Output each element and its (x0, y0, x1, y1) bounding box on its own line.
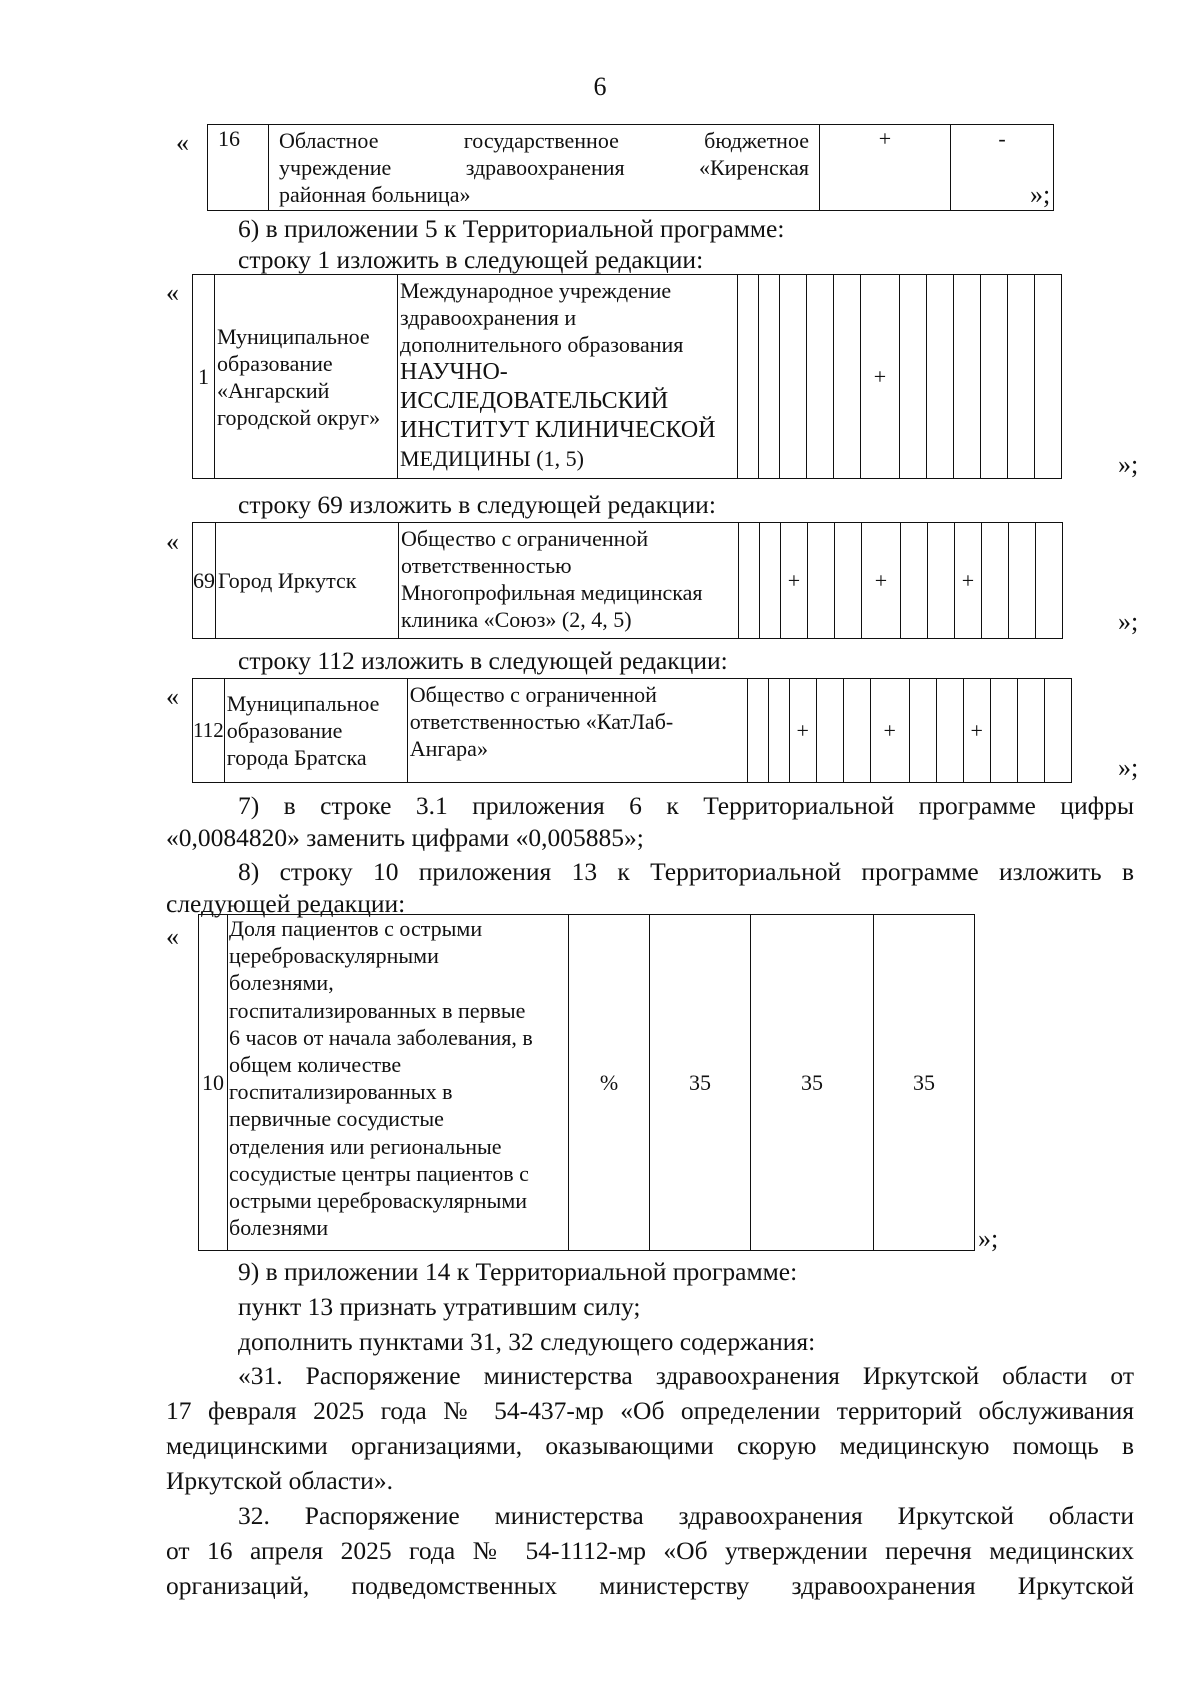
paragraph: медицинскими организациями, оказывающими скорую медицинскую помощь в (166, 1431, 1134, 1460)
mark-cell (768, 679, 789, 783)
page-number: 6 (593, 72, 607, 101)
mark-cell: + (963, 679, 990, 783)
mark-cell (808, 523, 835, 639)
mark-cell (1036, 523, 1063, 639)
paragraph: от 16 апреля 2025 года № 54-1112-мр «Об утверждении перечня медицинских (166, 1536, 1134, 1565)
mark-cell (807, 275, 834, 479)
indicator-line: 6 часов от начала заболевания, в (229, 1024, 533, 1050)
paragraph: Иркутской области». (166, 1466, 393, 1495)
mark-cell (780, 275, 807, 479)
paragraph: 17 февраля 2025 года № 54-437-мр «Об определении территорий обслуживания (166, 1396, 1134, 1425)
mark-cell (901, 523, 928, 639)
close-quote: »; (978, 1224, 999, 1253)
mark-cell (900, 275, 927, 479)
mark-cell (1009, 523, 1036, 639)
municipality (215, 275, 398, 479)
paragraph: пункт 13 признать утратившим силу; (238, 1292, 641, 1321)
open-quote: « (166, 527, 179, 556)
organization-name (269, 125, 820, 211)
open-quote: « (166, 922, 179, 951)
mark-cell (909, 679, 936, 783)
org-line: НАУЧНО- (400, 359, 508, 385)
indicator-line: первичные сосудистые (229, 1106, 444, 1132)
close-quote: »; (1030, 180, 1051, 209)
indicator-line: острыми цереброваскулярными (229, 1188, 528, 1214)
org-line: Общество с ограниченной (409, 682, 657, 707)
mark-cell (835, 523, 862, 639)
mark-cell: + (781, 523, 808, 639)
row-number: 112 (193, 679, 225, 783)
municipality-line: городской округ» (217, 404, 381, 430)
paragraph: строку 69 изложить в следующей редакции: (238, 490, 716, 519)
org-line: ИНСТИТУТ КЛИНИЧЕСКОЙ (400, 417, 716, 443)
mark-cell: + (820, 125, 951, 211)
mark-cell (747, 679, 768, 783)
table-row-69 (192, 522, 1063, 639)
mark-cell (1044, 679, 1071, 783)
open-quote: « (176, 128, 189, 157)
mark-cell (738, 275, 759, 479)
org-line: МЕДИЦИНЫ (1, 5) (400, 446, 584, 471)
mark-cell (928, 523, 955, 639)
org-line: ответственностью (401, 553, 572, 578)
paragraph: 7) в строке 3.1 приложения 6 к Территориальной программе цифры (238, 791, 1134, 820)
mark-cell: + (789, 679, 816, 783)
municipality-line: Муниципальное (217, 323, 370, 349)
org-line: ответственностью «КатЛаб- (409, 709, 674, 734)
indicator-line: болезнями, (229, 970, 334, 996)
mark-cell (981, 275, 1008, 479)
municipality-line: Муниципальное (226, 691, 380, 716)
mark-cell (834, 275, 861, 479)
open-quote: « (166, 278, 179, 307)
mark-cell (927, 275, 954, 479)
mark-cell: + (955, 523, 982, 639)
org-line: дополнительного образования (400, 332, 684, 357)
organization-name (399, 523, 739, 639)
municipality-line: «Ангарский (217, 377, 330, 403)
close-quote: »; (1118, 450, 1139, 479)
indicator-line: отделения или региональные (229, 1133, 502, 1159)
indicator-line: госпитализированных в первые (229, 997, 526, 1023)
unit-cell: % (569, 915, 650, 1251)
mark-cell (1008, 275, 1035, 479)
close-quote: »; (1118, 753, 1139, 782)
mark-cell (759, 275, 780, 479)
org-line: Общество с ограниченной (401, 526, 649, 551)
paragraph: дополнить пунктами 31, 32 следующего содержания: (238, 1327, 816, 1356)
mark-cell (936, 679, 963, 783)
table-row-16 (207, 124, 1054, 211)
table-row-1 (192, 274, 1062, 479)
paragraph: строку 1 изложить в следующей редакции: (238, 245, 704, 274)
org-line: Международное учреждение (400, 278, 672, 303)
paragraph: «0,0084820» заменить цифрами «0,005885»; (166, 823, 644, 852)
indicator-line: сосудистые центры пациентов с (229, 1160, 529, 1186)
mark-cell (816, 679, 843, 783)
org-line: учреждение здравоохранения «Киренская (279, 155, 809, 180)
table-row-10 (198, 914, 975, 1251)
paragraph: 9) в приложении 14 к Территориальной программе: (238, 1257, 798, 1286)
indicator-line: госпитализированных в (229, 1079, 453, 1105)
mark-cell (843, 679, 870, 783)
paragraph: 32. Распоряжение министерства здравоохранения Иркутской области (238, 1501, 1134, 1530)
mark-cell (760, 523, 781, 639)
paragraph: следующей редакции: (166, 889, 406, 918)
paragraph: 6) в приложении 5 к Территориальной программе: (238, 214, 785, 243)
municipality: Город Иркутск (216, 523, 399, 639)
org-line: Областное государственное бюджетное (279, 128, 809, 153)
org-line: клиника «Союз» (2, 4, 5) (401, 607, 632, 632)
org-line: Многопрофильная медицинская (401, 580, 703, 605)
row-number: 10 (199, 915, 228, 1251)
municipality-line: города Братска (226, 745, 367, 770)
row-number: 16 (208, 125, 269, 211)
value-cell: 35 (874, 915, 975, 1251)
mark-cell: + (861, 275, 900, 479)
table-row-112 (192, 678, 1072, 783)
indicator-line: цереброваскулярными (229, 943, 439, 969)
mark-cell (739, 523, 760, 639)
mark-cell (990, 679, 1017, 783)
mark-cell: + (862, 523, 901, 639)
paragraph: 8) строку 10 приложения 13 к Территориальной программе изложить в (238, 857, 1134, 886)
org-line: здравоохранения и (400, 305, 577, 330)
mark-cell (982, 523, 1009, 639)
mark-cell (1035, 275, 1062, 479)
open-quote: « (166, 682, 179, 711)
indicator-line: общем количестве (229, 1052, 402, 1078)
value-cell: 35 (650, 915, 751, 1251)
mark-cell (954, 275, 981, 479)
org-line: ИССЛЕДОВАТЕЛЬСКИЙ (400, 388, 669, 414)
paragraph: организаций, подведомственных министерству здравоохранения Иркутской (166, 1571, 1134, 1600)
paragraph: «31. Распоряжение министерства здравоохранения Иркутской области от (238, 1361, 1134, 1390)
value-cell: 35 (751, 915, 874, 1251)
organization-name (407, 679, 747, 783)
organization-name (398, 275, 738, 479)
mark-cell: - (951, 125, 1054, 211)
mark-cell (1017, 679, 1044, 783)
indicator-line: Доля пациентов с острыми (229, 916, 483, 941)
row-number: 69 (193, 523, 216, 639)
org-line: районная больница» (279, 182, 471, 207)
municipality (224, 679, 407, 783)
mark-cell: + (870, 679, 909, 783)
close-quote: »; (1118, 607, 1139, 636)
municipality-line: образование (217, 350, 333, 376)
paragraph: строку 112 изложить в следующей редакции: (238, 646, 728, 675)
municipality-line: образование (226, 718, 343, 743)
indicator-name (228, 915, 569, 1251)
indicator-line: болезнями (229, 1215, 329, 1241)
row-number: 1 (193, 275, 215, 479)
org-line: Ангара» (409, 736, 488, 761)
